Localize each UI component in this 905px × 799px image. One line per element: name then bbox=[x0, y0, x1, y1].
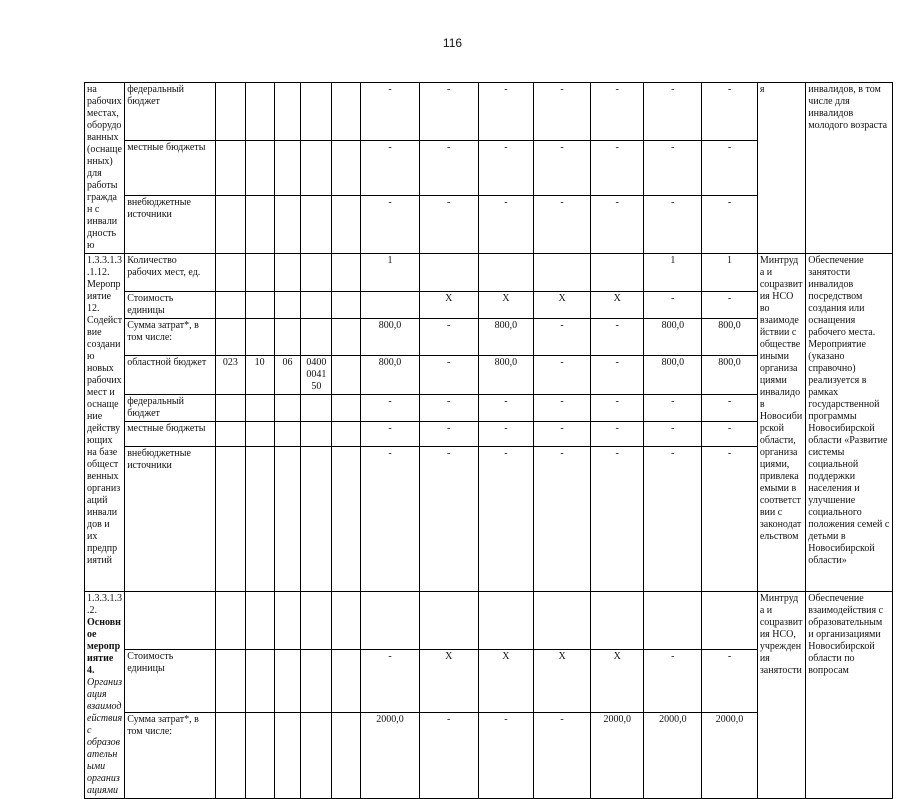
page-number: 116 bbox=[442, 36, 463, 50]
table-row: федеральный бюджет - - - - - - - bbox=[85, 395, 893, 422]
indicator-label bbox=[125, 592, 216, 650]
indicator-label: Количество рабочих мест, ед. bbox=[125, 254, 216, 292]
executor: я bbox=[757, 83, 805, 254]
table-row: Сумма затрат*, в том числе: 2000,0 - - - 2000,0 2000,0 2000,0 bbox=[85, 712, 893, 798]
source-label: местные бюджеты bbox=[125, 141, 216, 195]
source-label: федеральный бюджет bbox=[125, 395, 216, 422]
measure-name bbox=[85, 592, 125, 799]
expected-result: Обеспечение взаимодействия с образовательным и организациями Новосибирской области по вопросам bbox=[806, 592, 893, 799]
table-row: Стоимость единицы X X X X - - bbox=[85, 292, 893, 319]
source-label: областной бюджет bbox=[125, 356, 216, 395]
indicator-label: Стоимость единицы bbox=[125, 650, 216, 713]
pr-code: 06 bbox=[274, 356, 301, 395]
measure-code: 1.3.3.1.3.2. bbox=[87, 593, 122, 616]
table-row: Сумма затрат*, в том числе: 800,0 - 800,0 - - 800,0 800,0 bbox=[85, 319, 893, 356]
table-row: на рабочих местах, оборудованных (оснащенных) для работы граждан с инвалидностью федеральный бюджет - - - - - - - я инвалидов, в том числе для инвалидов молодого возраста bbox=[85, 83, 893, 141]
grbs-code: 023 bbox=[215, 356, 245, 395]
expected-result: Обеспечение занятости инвалидов посредством создания или оснащения рабочего места. Мероприятие (указано справочно) реализуется в рамках государственной программы Новосибирской области «Развитие системы социальной поддержки населения и улучшение социального положения семей с детьми в Новосибирской области» bbox=[806, 254, 893, 592]
indicator-label: Стоимость единицы bbox=[125, 292, 216, 319]
rz-code: 10 bbox=[245, 356, 274, 395]
table-row: местные бюджеты - - - - - - - bbox=[85, 422, 893, 447]
source-label: местные бюджеты bbox=[125, 422, 216, 447]
indicator-label: Сумма затрат*, в том числе: bbox=[125, 712, 216, 798]
table-row: местные бюджеты - - - - - - - bbox=[85, 141, 893, 195]
table-row: 1.3.3.1.3.1.12. Мероприятие 12. Содействие созданию новых рабочих мест и оснащение действующих на базе общественных организаций инвалидов и их предприятий Количество рабочих мест, ед. 1 1 1 Минтруд а и соцразвит ия НСО во взаимоде йствии с обществе иными организа циями инвалидо в Новосиби рской области, организа циями, привлека емыми в соответст вии с законодат ельством Обеспечение занятости инвалидов посредством создания или оснащения рабочего места. Мероприятие (указано справочно) реализуется в рамках государственной программы Новосибирской области «Развитие системы социальной поддержки населения и улучшение социального положения семей с детьми в Новосибирской области» bbox=[85, 254, 893, 292]
table-row: внебюджетные источники - - - - - - - bbox=[85, 195, 893, 253]
table-row bbox=[85, 592, 893, 650]
source-label: внебюджетные источники bbox=[125, 447, 216, 592]
table-row: внебюджетные источники - - - - - - - bbox=[85, 447, 893, 592]
measure-name: на рабочих местах, оборудованных (оснащенных) для работы граждан с инвалидностью bbox=[85, 83, 125, 254]
measures-table bbox=[84, 82, 893, 799]
measure-title: Основное мероприятие 4. bbox=[87, 617, 121, 676]
source-label: федеральный бюджет bbox=[125, 83, 216, 141]
executor: Минтруд а и соцразвит ия НСО во взаимоде йствии с обществе иными организа циями инвалидо в Новосиби рской области, организа циями, привлека емыми в соответст вии с законодат ельством bbox=[757, 254, 805, 592]
measure-subtitle: Организация взаимодействия с образовательными организациями bbox=[87, 677, 123, 796]
indicator-label: Сумма затрат*, в том числе: bbox=[125, 319, 216, 356]
executor: Минтруд а и соцразвит ия НСО, учрежден ия занятости bbox=[757, 592, 805, 799]
measure-name: 1.3.3.1.3.1.12. Мероприятие 12. Содействие созданию новых рабочих мест и оснащение действующих на базе общественных организаций инвалидов и их предприятий bbox=[85, 254, 125, 592]
expected-result: инвалидов, в том числе для инвалидов молодого возраста bbox=[806, 83, 893, 254]
csr-code: 0400 0041 50 bbox=[301, 356, 332, 395]
table-row: Стоимость единицы - X X X X - - bbox=[85, 650, 893, 713]
table-row: областной бюджет 023 10 06 0400 0041 50 800,0 - 800,0 - - 800,0 800,0 bbox=[85, 356, 893, 395]
source-label: внебюджетные источники bbox=[125, 195, 216, 253]
